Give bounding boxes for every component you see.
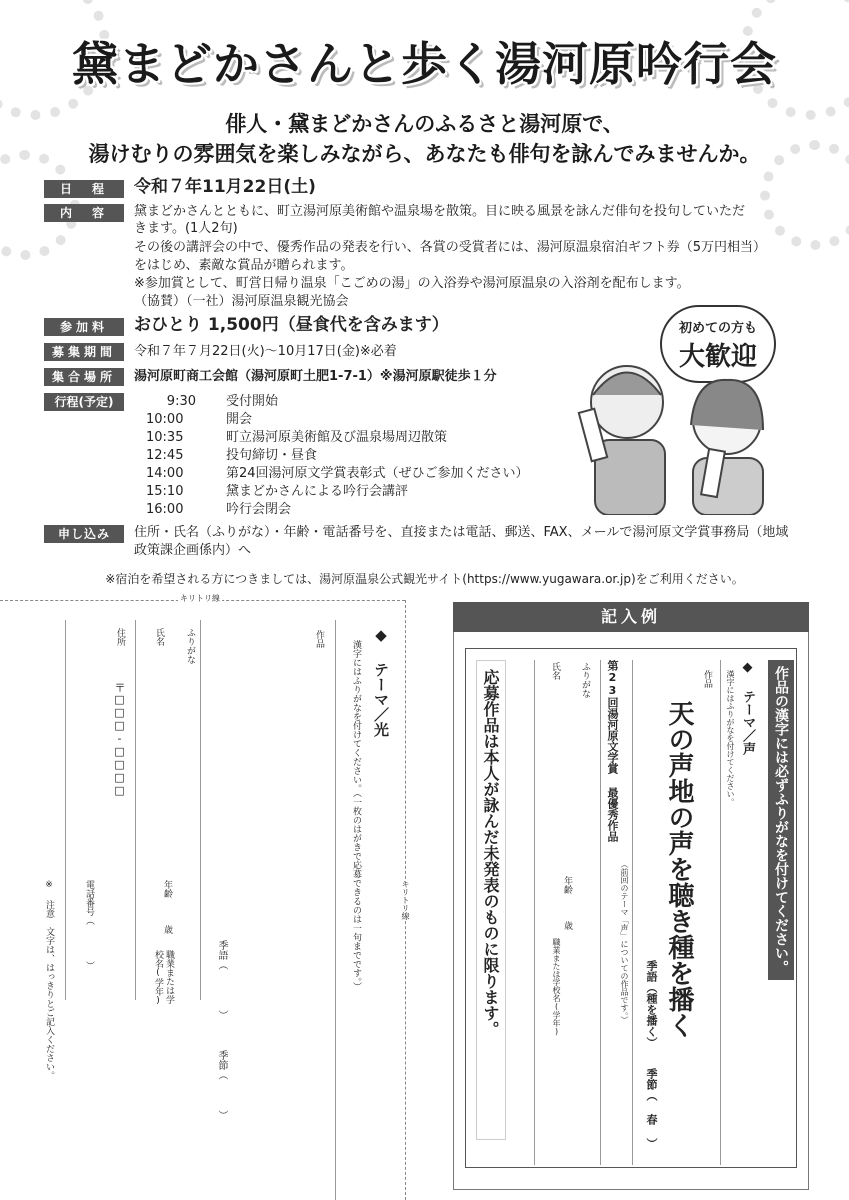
example-divider: [632, 660, 633, 1165]
example-divider: [534, 660, 535, 1165]
participants-illustration: [565, 340, 785, 515]
page-title: 黛まどかさんと歩く湯河原吟行会: [72, 37, 777, 91]
form-caution: ※ 注意 文字は、はっきりとご記入ください。: [44, 880, 54, 1080]
schedule-item: 投句締切・昼食: [226, 448, 318, 463]
form-divider: [65, 620, 66, 1000]
example-award-note: （前回のテーマ「声」についての作品です。）: [620, 860, 629, 1024]
example-kigo: 季語（種を播く）: [645, 960, 658, 1048]
example-theme: ◆ テーマ／声: [740, 660, 755, 755]
form-theme: ◆ テーマ／光: [372, 626, 390, 737]
example-furigana-label: ふりがな: [580, 662, 590, 698]
apply-line: 政策課企画係内）へ: [134, 543, 252, 558]
form-work-label: 作品: [314, 630, 324, 648]
content-label: 内 容: [44, 204, 124, 222]
example-job: 職業または学校名(学年): [552, 938, 561, 1036]
content-line: 黛まどかさんとともに、町立湯河原美術館や温泉場を散策。目に映る風景を詠んだ俳句を投句していただ: [134, 204, 746, 219]
example-award: 第23回湯河原文学賞 最優秀作品: [606, 660, 619, 842]
event-date: 令和７年11月22日(土): [134, 177, 316, 197]
apply-line: 住所・氏名（ふりがな）・年齢・電話番号を、直接または電話、郵送、FAX、メールで湯河原文学賞事務局（地域: [134, 525, 789, 540]
form-kanji-note: 漢字にはふりがなを付けてください。（一枚のはがきで応募できるのは一句までです。）: [351, 640, 361, 991]
fee-value: おひとり 1,500円（昼食代を含みます）: [134, 315, 449, 335]
form-age[interactable]: 年齢 歳: [162, 880, 172, 934]
schedule-label: 行程(予定): [44, 393, 124, 411]
form-divider: [200, 620, 201, 1000]
schedule-item: 受付開始: [226, 394, 279, 409]
form-postal[interactable]: 〒□□□-□□□□: [113, 682, 126, 797]
example-header: 記入例: [453, 602, 809, 632]
meet-value: 湯河原町商工会館（湯河原町土肥1-7-1）※湯河原駅徒歩１分: [134, 369, 497, 384]
form-kisetsu[interactable]: 季節（ ）: [216, 1050, 227, 1120]
form-job[interactable]: 職業または学校名(学年): [153, 950, 174, 1006]
fee-label: 参加料: [44, 318, 124, 336]
example-work-label: 作品: [702, 670, 712, 688]
content-line: をはじめ、素敵な賞品が贈られます。: [134, 258, 354, 273]
form-kigo[interactable]: 季語（ ）: [216, 940, 227, 1020]
badge-small-text: 初めての方も: [678, 321, 757, 336]
schedule-item: 黛まどかさんによる吟行会講評: [226, 484, 409, 499]
example-kisetsu: 季節（ 春 ）: [645, 1068, 658, 1149]
name-input-area[interactable]: [150, 660, 195, 860]
work-input-area[interactable]: [236, 630, 306, 930]
content-line: その後の講評会の中で、優秀作品の発表を行い、各賞の受賞者には、湯河原温泉宿泊ギフト券（5万円相当）: [134, 240, 767, 255]
schedule-item: 開会: [226, 412, 253, 427]
schedule-item: 吟行会閉会: [226, 502, 292, 517]
period-label: 募集期間: [44, 343, 124, 361]
lead-line-1: 俳人・黛まどかさんのふるさと湯河原で、: [225, 112, 624, 136]
schedule-time: 9:30: [166, 394, 196, 409]
lodging-note: ※宿泊を希望される方につきましては、湯河原温泉公式観光サイト(https://www.yugawara.or.jp)をご利用ください。: [105, 572, 744, 586]
badge-big-text: 大歓迎: [678, 342, 757, 372]
example-side-note: 作品の漢字には必ずふりがなを付けてください。: [768, 660, 794, 980]
content-line: きます。(1人2句): [134, 221, 238, 236]
form-address-label: 住所: [115, 628, 125, 646]
example-kanji-note: 漢字にはふりがなを付けてください。: [726, 670, 735, 806]
form-phone[interactable]: 電話番号（ ）: [84, 880, 94, 970]
cut-line-label: キリトリ線: [180, 594, 220, 603]
schedule-time: 12:45: [146, 448, 184, 463]
form-furigana-label: ふりがな: [185, 628, 195, 664]
schedule-time: 10:35: [146, 430, 184, 445]
cut-line-label: キリトリ線: [398, 880, 412, 920]
schedule-time: 14:00: [146, 466, 184, 481]
lead-line-2: 湯けむりの雰囲気を楽しみながら、あなたも俳句を詠んでみませんか。: [88, 142, 761, 166]
example-restriction: 応募作品は本人が詠んだ未発表のものに限ります。: [476, 660, 506, 1140]
schedule-time: 10:00: [146, 412, 184, 427]
date-label: 日 程: [44, 180, 124, 198]
example-age: 年齢 歳: [562, 876, 572, 930]
form-divider: [335, 620, 336, 1200]
sponsor-line: （協賛）（一社）湯河原温泉観光協会: [134, 294, 349, 309]
apply-label: 申し込み: [44, 525, 124, 543]
example-name-label: 氏名: [550, 662, 560, 680]
example-divider: [720, 660, 721, 1165]
schedule-item: 町立湯河原美術館及び温泉場周辺散策: [226, 430, 448, 445]
schedule-item: 第24回湯河原文学賞表彰式（ぜひご参加ください）: [226, 466, 529, 481]
schedule-time: 15:10: [146, 484, 184, 499]
form-name-label: 氏名: [154, 628, 164, 646]
content-line: ※参加賞として、町営日帰り温泉「こごめの湯」の入浴券や湯河原温泉の入浴剤を配布します。: [134, 276, 690, 291]
example-haiku: 天の声地の声を聴き種を播く: [664, 700, 694, 1038]
form-divider: [135, 620, 136, 1000]
meet-label: 集合場所: [44, 368, 124, 386]
schedule-time: 16:00: [146, 502, 184, 517]
period-value: 令和７年７月22日(火)～10月17日(金)※必着: [134, 344, 397, 359]
example-divider: [600, 660, 601, 1165]
